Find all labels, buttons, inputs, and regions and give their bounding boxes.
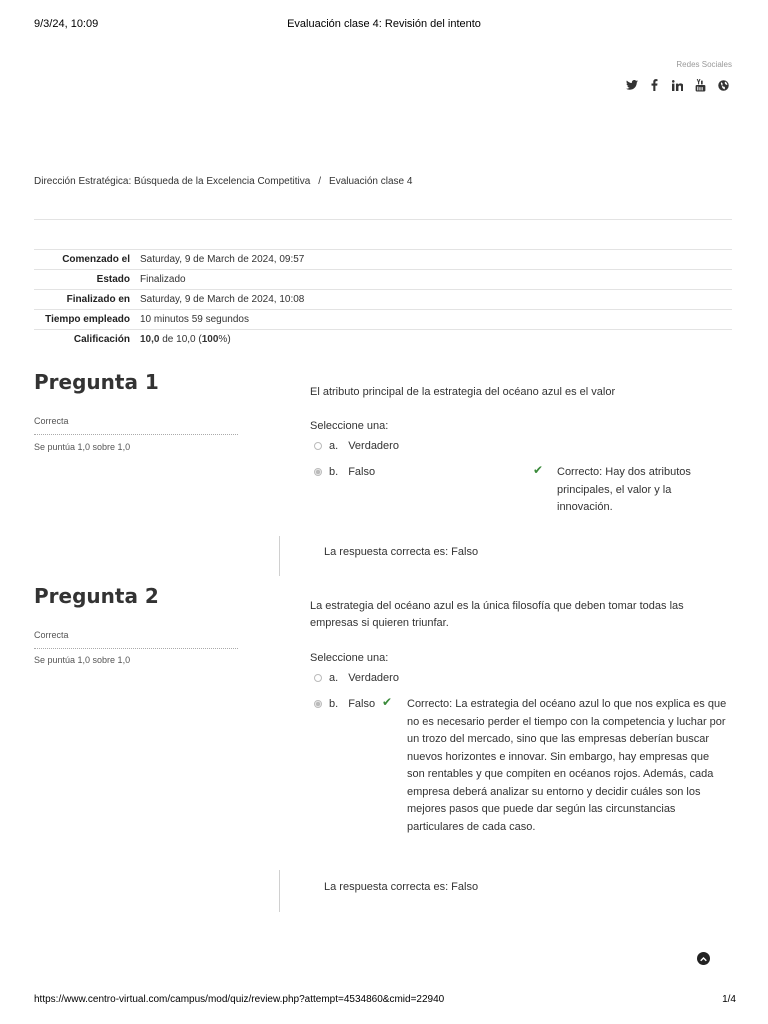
- option-label: Falso: [348, 698, 376, 710]
- question-grade: Se puntúa 1,0 sobre 1,0: [34, 655, 131, 665]
- question-text: La estrategia del océano azul es la única filosofía que deben tomar todas las empresas si quieren triunfar.: [310, 600, 684, 629]
- option-label: Falso: [348, 466, 376, 478]
- divider: [34, 219, 732, 220]
- summary-row: [34, 270, 732, 290]
- breadcrumb-course-link[interactable]: Dirección Estratégica: Búsqueda de la Excelencia Competitiva: [34, 176, 311, 187]
- radio-button[interactable]: [314, 700, 322, 708]
- summary-key: Calificación: [34, 330, 136, 350]
- question-state: Correcta: [34, 630, 238, 649]
- option-label: Verdadero: [348, 672, 399, 684]
- summary-row: [34, 330, 732, 350]
- summary-value: Saturday, 9 de March de 2024, 09:57: [136, 250, 732, 270]
- linkedin-icon[interactable]: [671, 77, 684, 93]
- print-page-number: 1/4: [722, 994, 736, 1005]
- twitter-icon[interactable]: [625, 77, 638, 93]
- answer-feedback: Correcto: Hay dos atributos principales, el valor y la innovación.: [557, 466, 691, 513]
- right-answer: La respuesta correcta es: Falso: [324, 546, 479, 558]
- divider-line: [279, 536, 280, 576]
- question-grade: Se puntúa 1,0 sobre 1,0: [34, 442, 131, 452]
- breadcrumb-current[interactable]: Evaluación clase 4: [329, 176, 413, 187]
- option-letter: b.: [329, 466, 339, 478]
- summary-value: 10 minutos 59 segundos: [136, 310, 732, 330]
- question-title: Pregunta 2: [34, 584, 159, 608]
- answer-option[interactable]: [314, 440, 399, 452]
- answer-option[interactable]: [314, 466, 375, 478]
- summary-key: Comenzado el: [34, 250, 136, 270]
- scroll-to-top-icon[interactable]: [697, 952, 710, 965]
- breadcrumb: [34, 176, 412, 187]
- summary-key: Tiempo empleado: [34, 310, 136, 330]
- summary-row: [34, 290, 732, 310]
- grade-percent: 100: [201, 334, 219, 345]
- grade-close: %): [218, 334, 231, 345]
- summary-row: [34, 250, 732, 270]
- correct-check-icon: ✔: [382, 695, 393, 709]
- grade-of: de 10,0 (: [159, 334, 202, 345]
- correct-check-icon: ✔: [533, 463, 544, 477]
- summary-row: [34, 310, 732, 330]
- divider-line: [279, 870, 280, 912]
- summary-grade-value: [136, 330, 732, 350]
- option-letter: a.: [329, 440, 339, 452]
- attempt-summary-table: [34, 249, 732, 349]
- breadcrumb-separator: /: [318, 176, 322, 187]
- facebook-icon[interactable]: [648, 77, 661, 93]
- radio-button[interactable]: [314, 468, 322, 476]
- question-title: Pregunta 1: [34, 370, 159, 394]
- option-label: Verdadero: [348, 440, 399, 452]
- social-label: Redes Sociales: [676, 60, 732, 69]
- answer-option[interactable]: [314, 672, 399, 684]
- social-icons: [625, 77, 730, 93]
- print-page-title: Evaluación clase 4: Revisión del intento: [287, 18, 481, 30]
- summary-key: Estado: [34, 270, 136, 290]
- globe-icon[interactable]: [717, 77, 730, 93]
- radio-button[interactable]: [314, 674, 322, 682]
- question-prompt: Seleccione una:: [310, 420, 389, 432]
- option-letter: a.: [329, 672, 339, 684]
- summary-value: Finalizado: [136, 270, 732, 290]
- question-text: El atributo principal de la estrategia del océano azul es el valor: [310, 386, 616, 398]
- summary-value: Saturday, 9 de March de 2024, 10:08: [136, 290, 732, 310]
- option-letter: b.: [329, 698, 339, 710]
- question-state: Correcta: [34, 416, 238, 435]
- answer-feedback: Correcto: La estrategia del océano azul lo que nos explica es que no es necesario perder el tiempo con la competencia y luchar por un trozo del mercado, sino que las empresas deberían buscar nuevos horizontes e innovar. Sin embargo, hay empresas que son rentables y que compiten en océanos rojos. Además, cada empresa deberá analizar su entorno y decidir cuáles son los mejores pasos que puede dar según las circunstancias particulares de cada caso.: [407, 698, 727, 833]
- summary-key: Finalizado en: [34, 290, 136, 310]
- youtube-icon[interactable]: [694, 77, 707, 93]
- print-datetime: 9/3/24, 10:09: [34, 18, 99, 30]
- right-answer: La respuesta correcta es: Falso: [324, 881, 479, 893]
- radio-button[interactable]: [314, 442, 322, 450]
- grade-score: 10,0: [140, 334, 160, 345]
- question-prompt: Seleccione una:: [310, 652, 389, 664]
- answer-option[interactable]: [314, 698, 375, 710]
- print-url: https://www.centro-virtual.com/campus/mod/quiz/review.php?attempt=4534860&cmid=22940: [34, 994, 445, 1005]
